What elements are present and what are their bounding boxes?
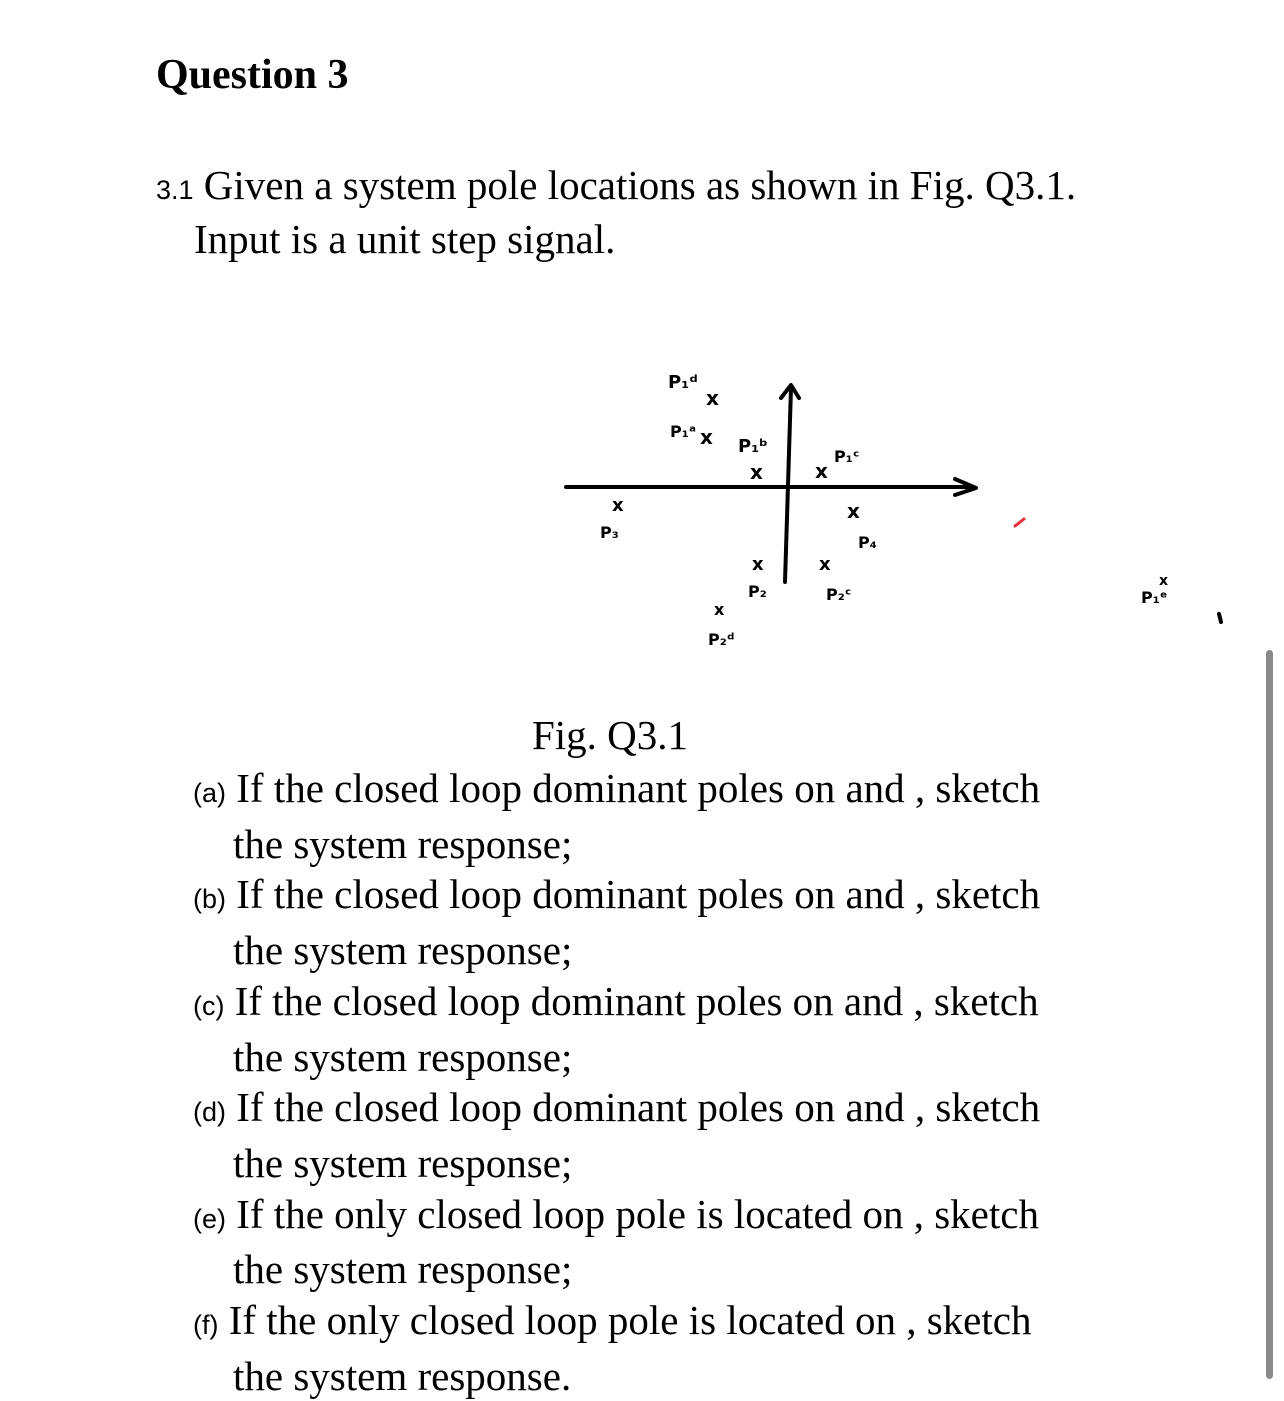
item-line-2: the system response. xyxy=(233,1352,572,1399)
intro-line-2: Input is a unit step signal. xyxy=(194,216,616,262)
item-line-2: the system response; xyxy=(233,1246,573,1293)
question-item-d xyxy=(193,1082,1193,1188)
item-label: (a) xyxy=(193,778,226,808)
item-line-2: the system response; xyxy=(233,820,573,867)
pole-marker-p1b xyxy=(750,460,763,484)
pole-marker-p4 xyxy=(847,499,860,523)
svg-text:x: x xyxy=(700,425,713,449)
pole-location-figure xyxy=(0,360,1284,660)
item-line-1: If the only closed loop pole is located on , sketch xyxy=(236,1190,1039,1237)
svg-text:x: x xyxy=(752,554,764,575)
pole-label-p1d: P₁ᵈ xyxy=(668,372,698,393)
vertical-scrollbar[interactable] xyxy=(1266,650,1273,1379)
pole-marker-p3 xyxy=(612,495,624,516)
pole-label-p2c: P₂ᶜ xyxy=(826,585,852,604)
item-label: (e) xyxy=(193,1203,226,1234)
item-label: (b) xyxy=(193,884,226,915)
question-heading: Question 3 xyxy=(156,52,349,98)
stray-mark-black xyxy=(1219,614,1221,622)
pole-label-p2: P₂ xyxy=(748,582,767,601)
pole-marker-p1c xyxy=(815,459,828,483)
question-item-b xyxy=(193,869,1193,975)
pole-marker-p1d xyxy=(706,386,719,410)
pole-label-p2d: P₂ᵈ xyxy=(708,630,735,649)
question-list xyxy=(193,763,1193,1401)
pole-marker-p1e xyxy=(1159,573,1168,589)
svg-text:x: x xyxy=(612,495,624,516)
svg-text:x: x xyxy=(819,554,831,575)
item-line-1: If the closed loop dominant poles on and , sketch xyxy=(236,1084,1041,1131)
item-line-2: the system response; xyxy=(233,1139,573,1186)
item-label: (f) xyxy=(193,1310,219,1341)
stray-mark-red xyxy=(1015,519,1024,526)
svg-text:x: x xyxy=(847,499,860,523)
pole-label-p1e: P₁ᵉ xyxy=(1141,588,1168,607)
item-line-1: If the closed loop dominant poles on and , sketch xyxy=(234,977,1039,1024)
svg-text:x: x xyxy=(714,600,725,619)
pole-marker-p1a xyxy=(700,425,713,449)
subquestion-number: 3.1 xyxy=(156,175,194,205)
svg-text:x: x xyxy=(1159,573,1169,589)
pole-label-p1c: P₁ᶜ xyxy=(834,447,860,466)
intro-paragraph xyxy=(156,161,1176,264)
item-line-1: If the closed loop dominant poles on and , sketch xyxy=(236,765,1041,811)
question-item-f xyxy=(193,1295,1193,1401)
pole-label-p1b: P₁ᵇ xyxy=(738,436,768,457)
pole-marker-p2d xyxy=(714,600,725,619)
figure-caption: Fig. Q3.1 xyxy=(531,712,689,758)
svg-text:x: x xyxy=(706,386,719,410)
item-label: (d) xyxy=(193,1097,226,1128)
svg-text:x: x xyxy=(750,460,763,484)
pole-label-p3: P₃ xyxy=(600,523,619,542)
pole-marker-p2c xyxy=(819,554,831,575)
question-item-a xyxy=(193,763,1193,869)
question-item-c xyxy=(193,976,1193,1082)
pole-label-p4: P₄ xyxy=(858,533,877,552)
pole-marker-p2 xyxy=(752,554,764,575)
item-label: (c) xyxy=(193,990,225,1021)
item-line-1: If the closed loop dominant poles on and , sketch xyxy=(236,871,1041,918)
pole-label-p1a: P₁ᵃ xyxy=(670,422,697,441)
intro-line-1: Given a system pole locations as shown in Fig. Q3.1. xyxy=(203,162,1077,208)
item-line-2: the system response; xyxy=(233,1033,573,1080)
question-item-e xyxy=(193,1189,1193,1295)
item-line-2: the system response; xyxy=(233,927,573,974)
svg-text:x: x xyxy=(815,459,828,483)
item-line-1: If the only closed loop pole is located on , sketch xyxy=(228,1297,1032,1344)
